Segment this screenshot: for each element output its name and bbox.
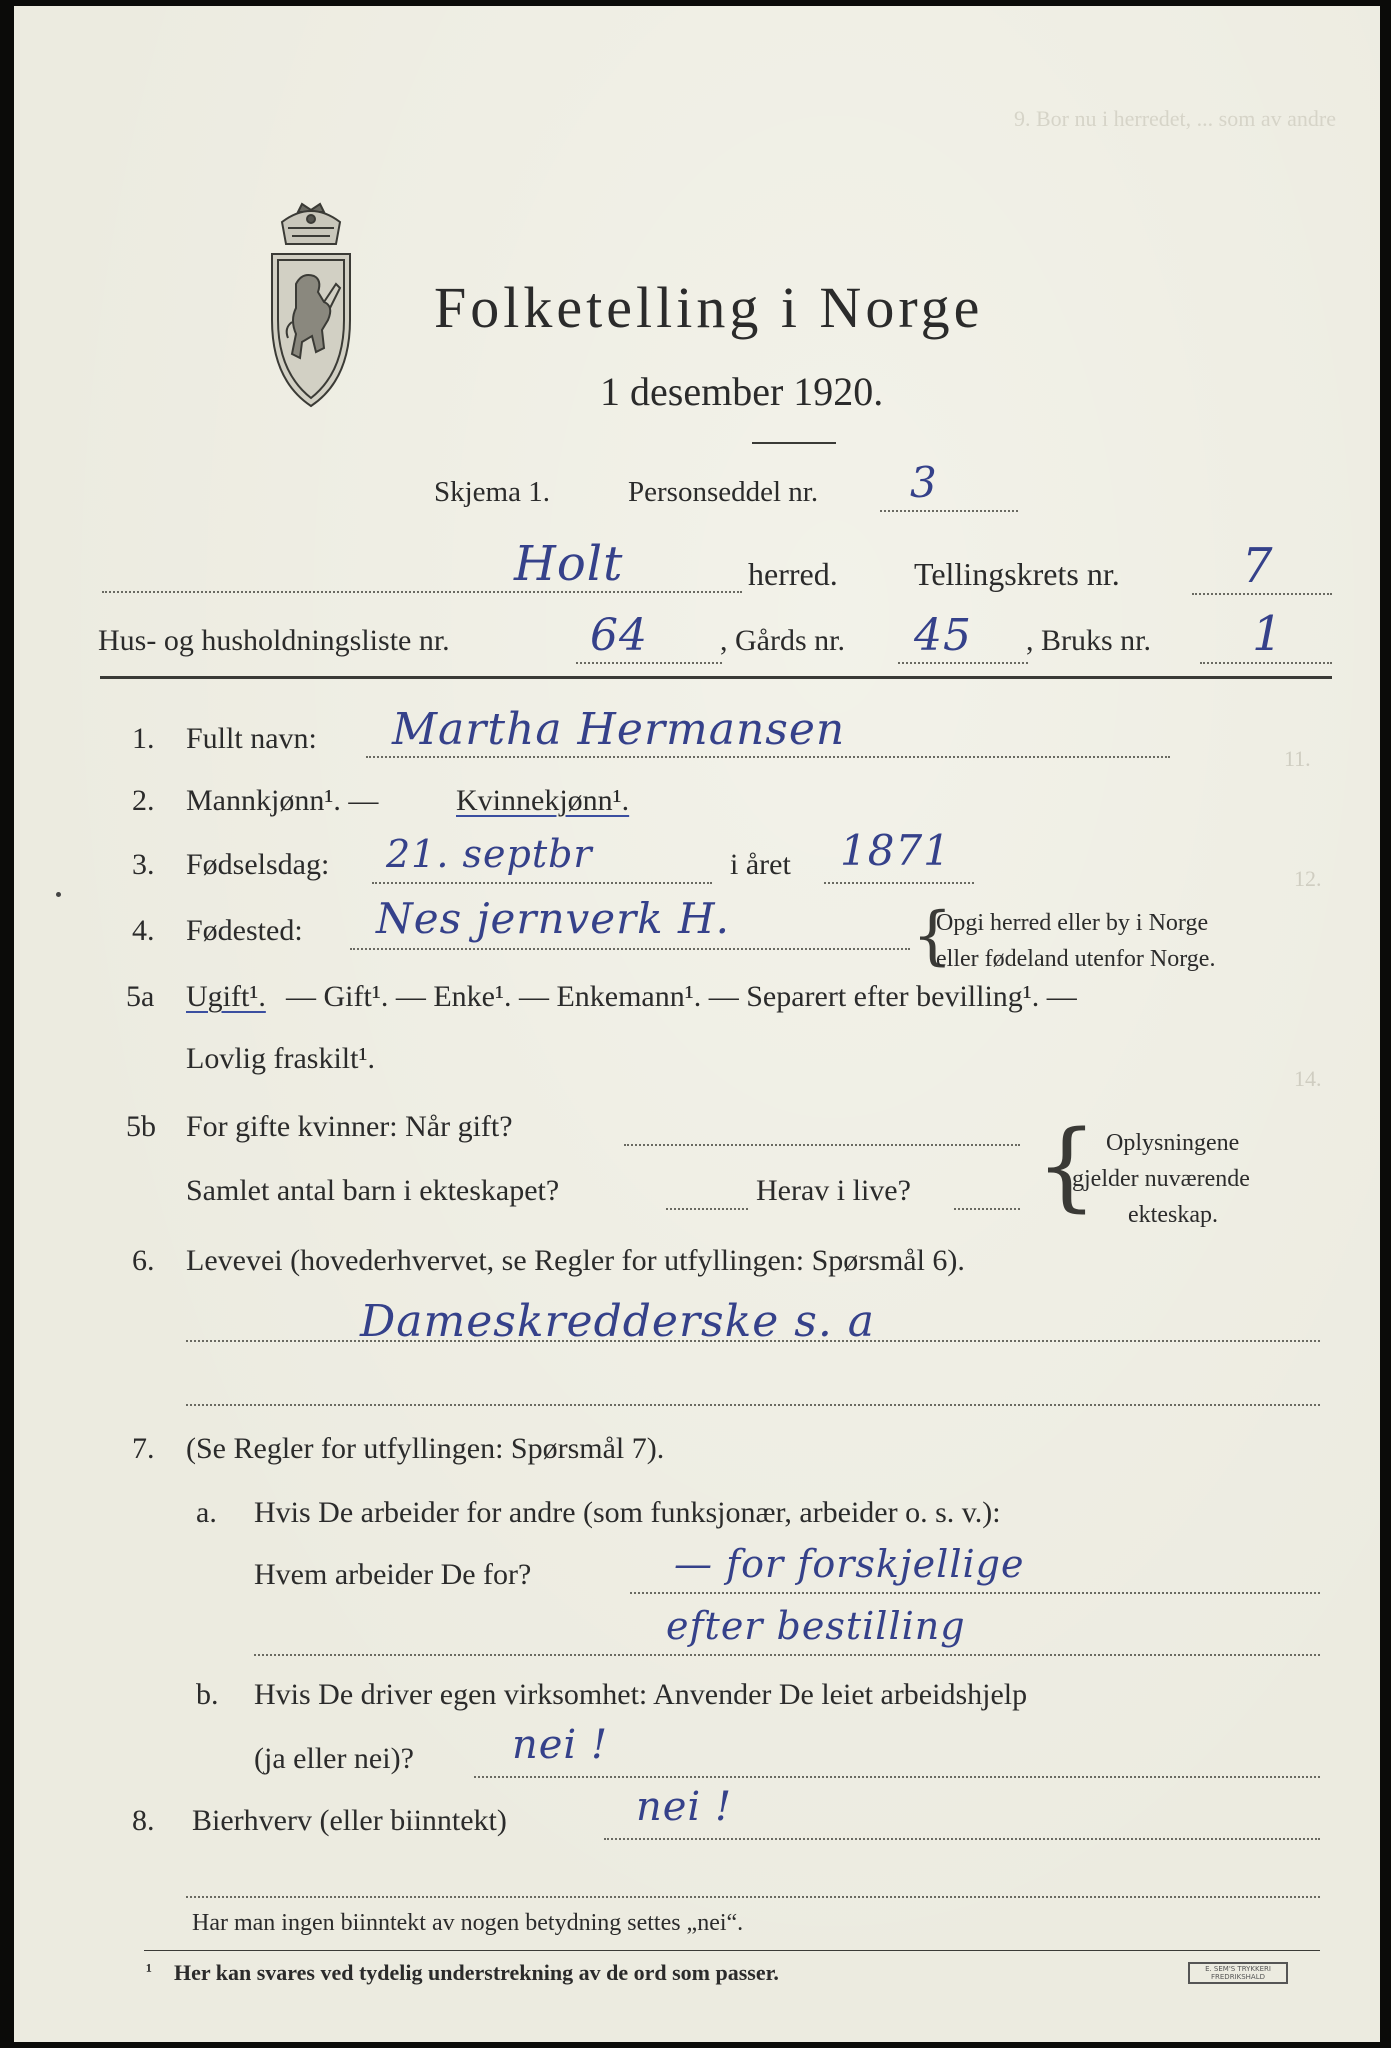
note-brace: { [1036, 1110, 1098, 1222]
q1-line [366, 756, 1170, 758]
bleed-through-text: 9. Bor nu i herredet, ... som av andre [1014, 106, 1336, 131]
personseddel-line [880, 510, 1018, 512]
occupation-label: Levevei (hovederhvervet, se Regler for utfyllingen: Spørsmål 6). [186, 1244, 965, 1277]
employer-label: Hvem arbeider De for? [254, 1558, 532, 1591]
norwegian-coat-of-arms-icon [262, 202, 360, 410]
q7a-question: Hvis De arbeider for andre (som funksjonær, arbeider o. s. v.): [254, 1496, 1001, 1529]
children-alive-line [954, 1208, 1020, 1210]
status-divorced-option: Lovlig fraskilt¹. [186, 1042, 375, 1075]
header-separator [100, 676, 1332, 679]
gender-male-option: Mannkjønn¹. — [186, 784, 379, 817]
birthday-value: 21. septbr [386, 832, 593, 876]
birthplace-note-line2: eller fødeland utenfor Norge. [936, 946, 1216, 972]
q5a-number: 5a [126, 980, 155, 1013]
q6-number: 6. [132, 1244, 155, 1277]
status-unmarried-option: Ugift¹. [186, 980, 266, 1013]
q1-label: Fullt navn: [186, 722, 317, 755]
hired-help-line [474, 1776, 1320, 1778]
marriage-note-line3: ekteskap. [1128, 1202, 1218, 1228]
children-total-label: Samlet antal barn i ekteskapet? [186, 1174, 560, 1207]
q7b-letter: b. [196, 1678, 219, 1711]
personseddel-value: 3 [910, 458, 938, 507]
bleed-through-text: 11. [1284, 746, 1311, 771]
husliste-label: Hus- og husholdningsliste nr. [98, 624, 450, 657]
q2-number: 2. [132, 784, 155, 817]
herred-line [102, 591, 742, 593]
gards-value: 45 [914, 610, 972, 661]
occupation-line-2 [186, 1404, 1320, 1406]
tellingskrets-label: Tellingskrets nr. [914, 556, 1120, 592]
marriage-note-line1: Oplysningene [1106, 1130, 1240, 1156]
gards-label: , Gårds nr. [720, 624, 845, 657]
q7-label: (Se Regler for utfyllingen: Spørsmål 7). [186, 1432, 665, 1465]
q8-number: 8. [132, 1804, 155, 1837]
employer-value-1: — for forskjellige [674, 1542, 1025, 1586]
form-title: Folketelling i Norge [434, 275, 984, 340]
q7-number: 7. [132, 1432, 155, 1465]
q3-number: 3. [132, 848, 155, 881]
marriage-note-line2: gjelder nuværende [1072, 1166, 1250, 1192]
q5b-number: 5b [126, 1110, 156, 1143]
herred-label: herred. [748, 556, 838, 592]
year-line [824, 882, 974, 884]
census-form-page [14, 6, 1380, 2042]
q3-line [372, 882, 712, 884]
q4-line [350, 948, 910, 950]
side-income-line-2 [186, 1896, 1320, 1898]
occupation-line-1 [186, 1340, 1320, 1342]
bruks-line [1200, 662, 1332, 664]
footer-separator [144, 1950, 1320, 1951]
q7b-question: Hvis De driver egen virksomhet: Anvender De leiet arbeidshjelp [254, 1678, 1028, 1711]
bruks-label: , Bruks nr. [1026, 624, 1152, 657]
married-when-label: For gifte kvinner: Når gift? [186, 1110, 513, 1143]
children-alive-label: Herav i live? [756, 1174, 911, 1207]
employer-value-2: efter bestilling [666, 1604, 966, 1648]
side-income-label: Bierhverv (eller biinntekt) [192, 1804, 507, 1837]
employer-line-2 [254, 1654, 1320, 1656]
married-when-line [624, 1144, 1020, 1146]
marital-status-options: — Gift¹. — Enke¹. — Enkemann¹. — Separert efter bevilling¹. — [286, 980, 1077, 1013]
side-income-note: Har man ingen biinntekt av nogen betydning settes „nei“. [192, 1910, 744, 1936]
birthplace-note-line1: Opgi herred eller by i Norge [936, 910, 1209, 936]
side-income-line [604, 1838, 1320, 1840]
skjema-label: Skjema 1. [434, 476, 550, 508]
full-name-value: Martha Hermansen [392, 704, 846, 755]
q1-number: 1. [132, 722, 155, 755]
tellingskrets-value: 7 [1242, 538, 1274, 594]
personseddel-label: Personseddel nr. [628, 476, 819, 508]
footnote-text: Her kan svares ved tydelig understrekning av de ord som passer. [174, 1960, 779, 1985]
title-divider [752, 442, 836, 444]
bleed-through-text: 12. [1294, 866, 1322, 891]
bleed-through-text: 14. [1294, 1066, 1322, 1091]
bruks-value: 1 [1252, 606, 1284, 662]
herred-value: Holt [514, 536, 624, 592]
side-income-value: nei ! [636, 1784, 733, 1830]
printer-stamp: E. SEM'S TRYKKERI FREDRIKSHALD [1188, 1962, 1288, 1984]
occupation-value: Damеskredderske s. a [360, 1296, 876, 1347]
hired-help-label: (ja eller nei)? [254, 1742, 414, 1775]
husliste-value: 64 [590, 610, 648, 661]
birth-year-value: 1871 [840, 826, 951, 875]
year-label: i året [730, 848, 791, 881]
husliste-line [576, 662, 722, 664]
footnote-mark: ¹ [146, 1960, 152, 1982]
q4-label: Fødested: [186, 914, 303, 947]
paper-mark [56, 892, 61, 897]
gender-female-option: Kvinnekjønn¹. [456, 784, 630, 817]
hired-help-value: nei ! [512, 1722, 609, 1768]
children-total-line [666, 1208, 748, 1210]
employer-line-1 [630, 1592, 1320, 1594]
q4-number: 4. [132, 914, 155, 947]
census-date: 1 desember 1920. [600, 369, 884, 414]
q7a-letter: a. [196, 1496, 217, 1529]
q3-label: Fødselsdag: [186, 848, 330, 881]
birthplace-value: Nes jernverk H. [376, 894, 730, 943]
note-brace: { [912, 899, 953, 973]
gards-line [898, 662, 1028, 664]
